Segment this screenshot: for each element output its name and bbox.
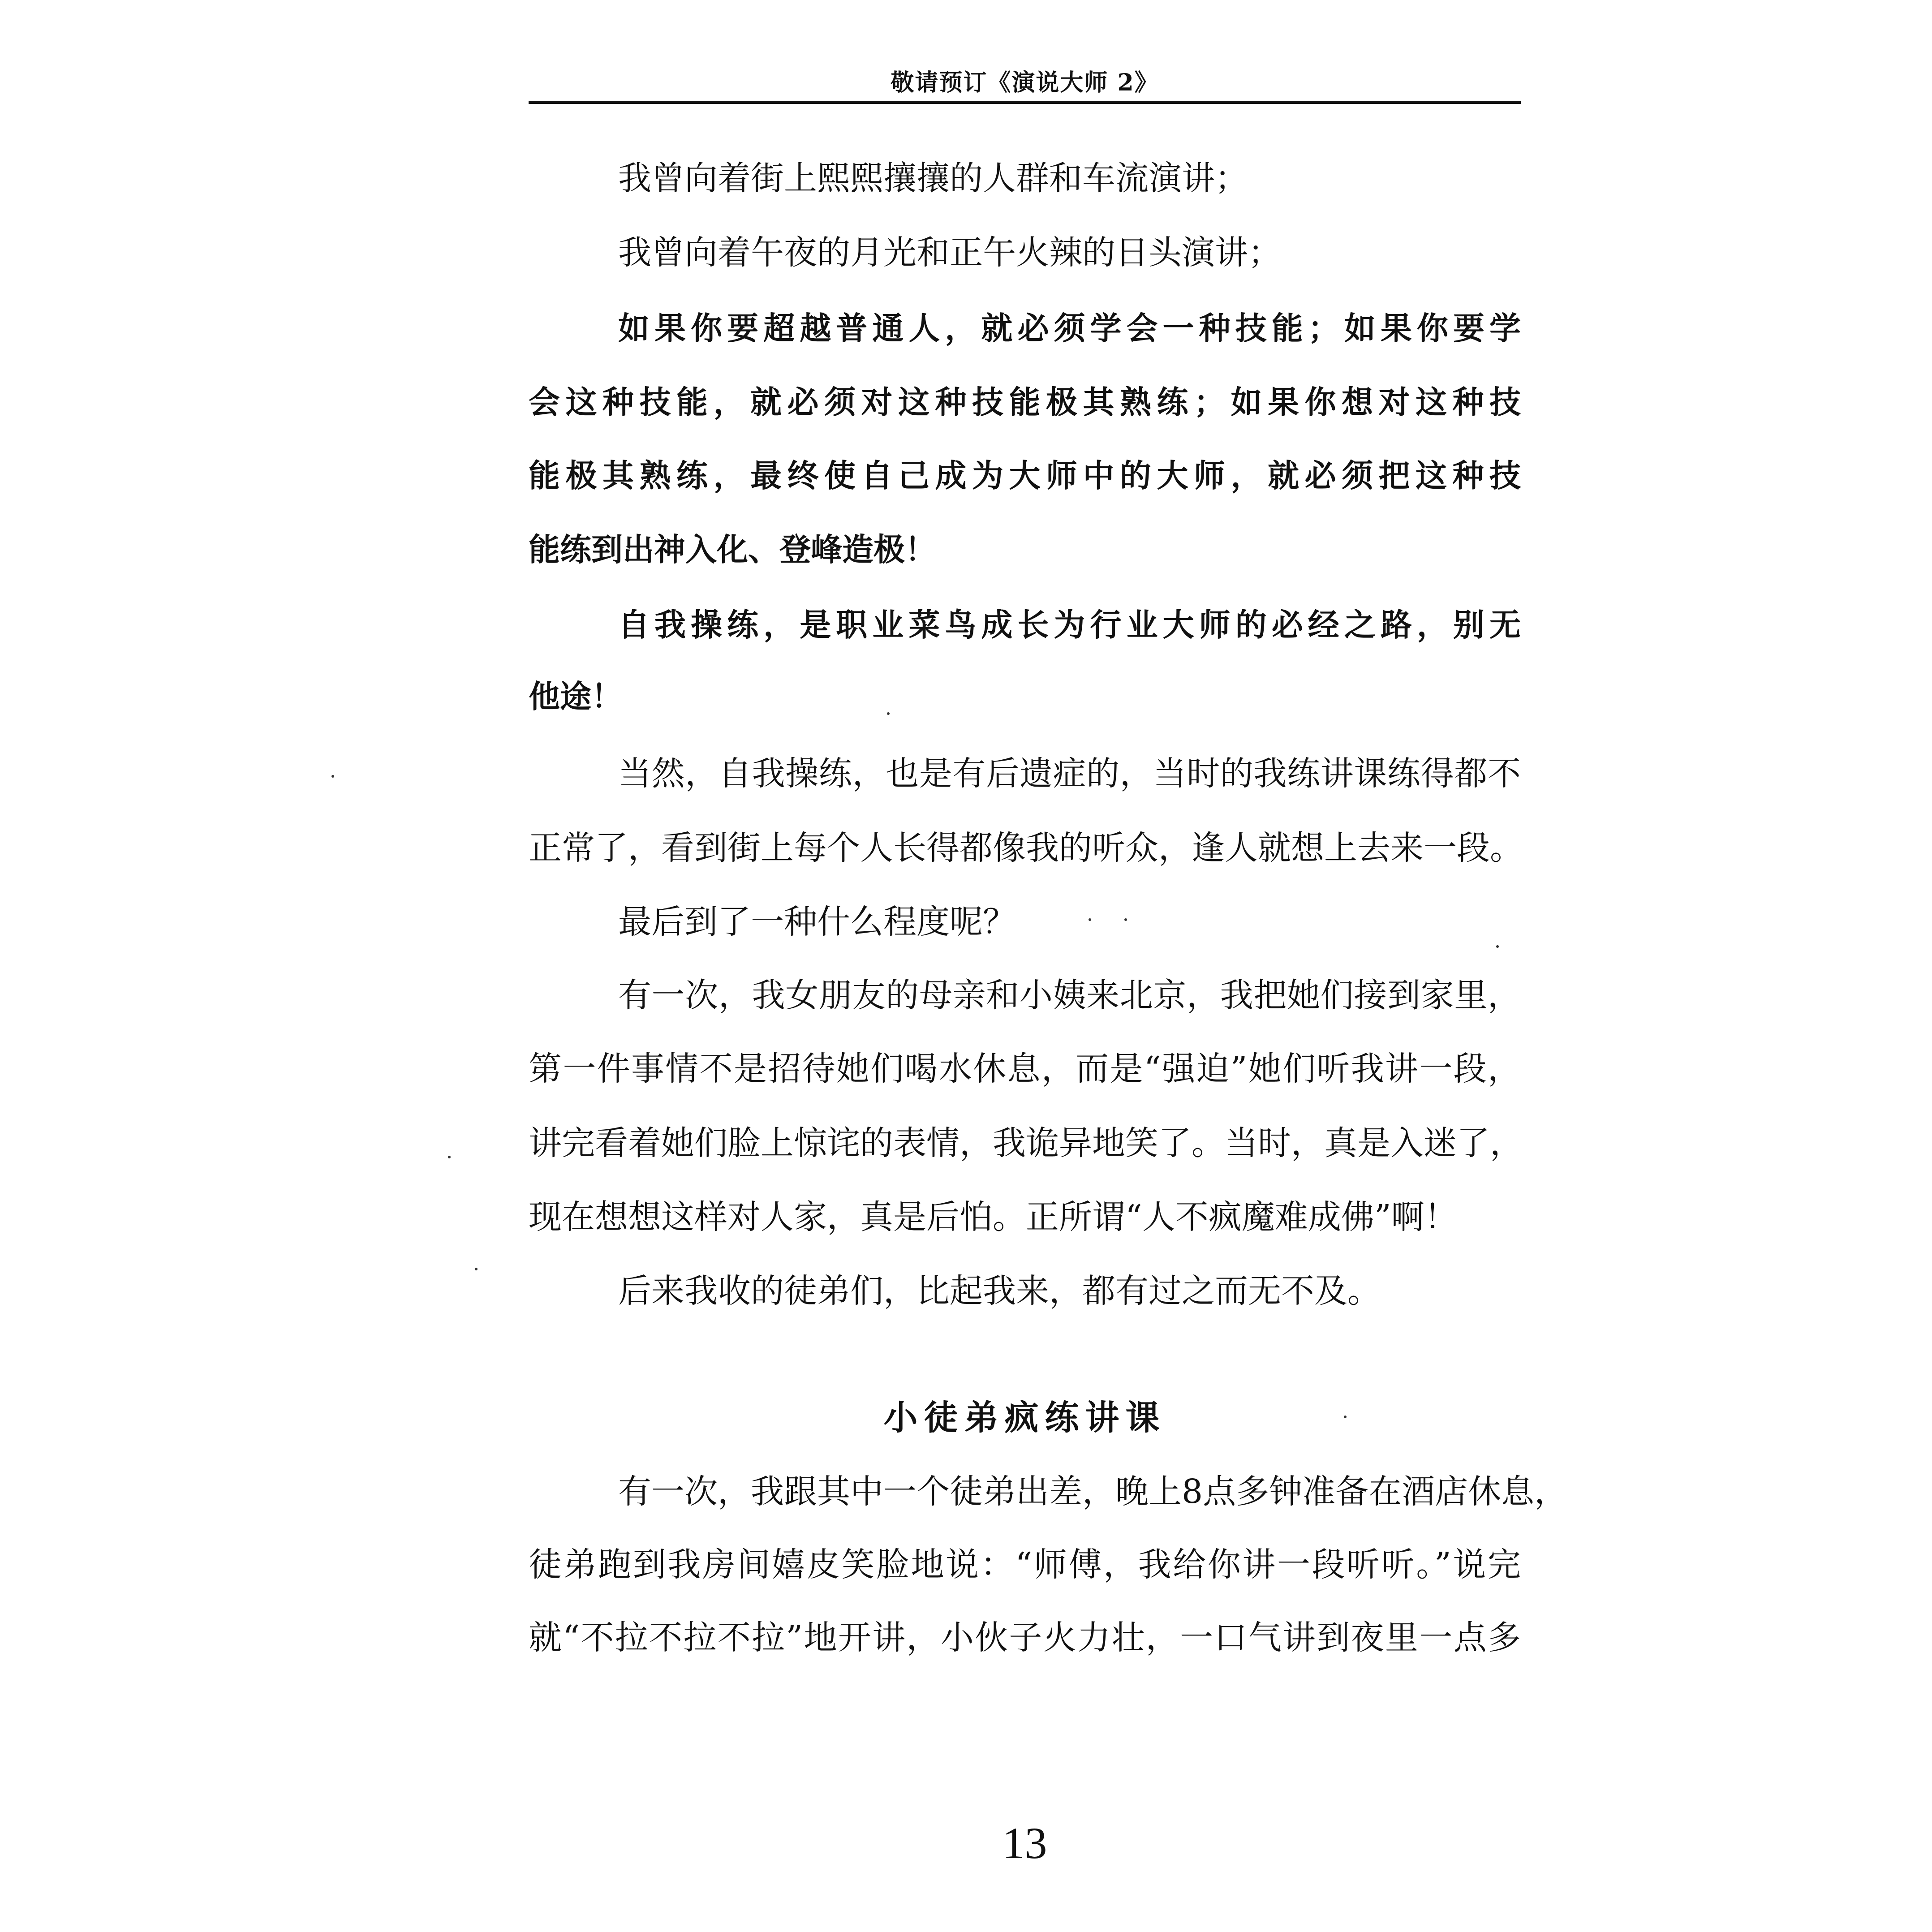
- body-line: 讲完看着她们脸上惊诧的表情，我诡异地笑了。当时，真是入迷了，: [529, 1124, 1523, 1162]
- scan-speck: [1124, 918, 1127, 921]
- body-line: 最后到了一种什么程度呢？: [618, 903, 1016, 941]
- body-line-bold: 会这种技能，就必须对这种技能极其熟练；如果你想对这种技: [529, 384, 1521, 421]
- running-header-title: 敬请预订《演说大师 2》: [891, 69, 1159, 96]
- scan-speck: [475, 1268, 478, 1270]
- body-line: 现在想想这样对人家，真是后怕。正所谓“人不疯魔难成佛”啊！: [529, 1198, 1458, 1236]
- scan-speck: [331, 775, 334, 778]
- scan-speck: [1089, 918, 1091, 921]
- body-line-bold: 能极其熟练，最终使自己成为大师中的大师，就必须把这种技: [529, 457, 1521, 494]
- body-line: 后来我收的徒弟们，比起我来，都有过之而无不及。: [618, 1272, 1381, 1310]
- body-line-bold: 自我操练，是职业菜鸟成长为行业大师的必经之路，别无: [618, 607, 1521, 643]
- body-line: 第一件事情不是招待她们喝水休息，而是“强迫”她们听我讲一段，: [529, 1050, 1521, 1088]
- body-line: 我曾向着午夜的月光和正午火辣的日头演讲；: [618, 233, 1281, 272]
- scan-speck: [1344, 1416, 1347, 1418]
- body-line: 正常了，看到街上每个人长得都像我的听众，逢人就想上去来一段。: [529, 829, 1523, 867]
- section-heading: 小徒弟疯练讲课: [883, 1398, 1166, 1437]
- body-line: 有一次，我女朋友的母亲和小姨来北京，我把她们接到家里，: [618, 976, 1521, 1015]
- scan-speck: [887, 712, 890, 715]
- header-rule: [529, 101, 1521, 104]
- page-number: 13: [1002, 1818, 1047, 1868]
- body-line-bold: 如果你要超越普通人，就必须学会一种技能；如果你要学: [618, 310, 1521, 347]
- section-body-line: 徒弟跑到我房间嬉皮笑脸地说：“师傅，我给你讲一段听听。”说完: [529, 1545, 1521, 1584]
- section-body-line: 有一次，我跟其中一个徒弟出差，晚上8点多钟准备在酒店休息，: [618, 1472, 1568, 1511]
- scan-speck: [1496, 945, 1499, 948]
- body-line: 我曾向着街上熙熙攘攘的人群和车流演讲；: [618, 159, 1248, 198]
- section-body-line: 就“不拉不拉不拉”地开讲，小伙子火力壮，一口气讲到夜里一点多: [529, 1618, 1521, 1657]
- body-line-bold: 他途！: [529, 678, 623, 715]
- scan-speck: [448, 1156, 451, 1158]
- body-line: 当然，自我操练，也是有后遗症的，当时的我练讲课练得都不: [618, 754, 1521, 793]
- body-line-bold: 能练到出神入化、登峰造极！: [529, 531, 936, 568]
